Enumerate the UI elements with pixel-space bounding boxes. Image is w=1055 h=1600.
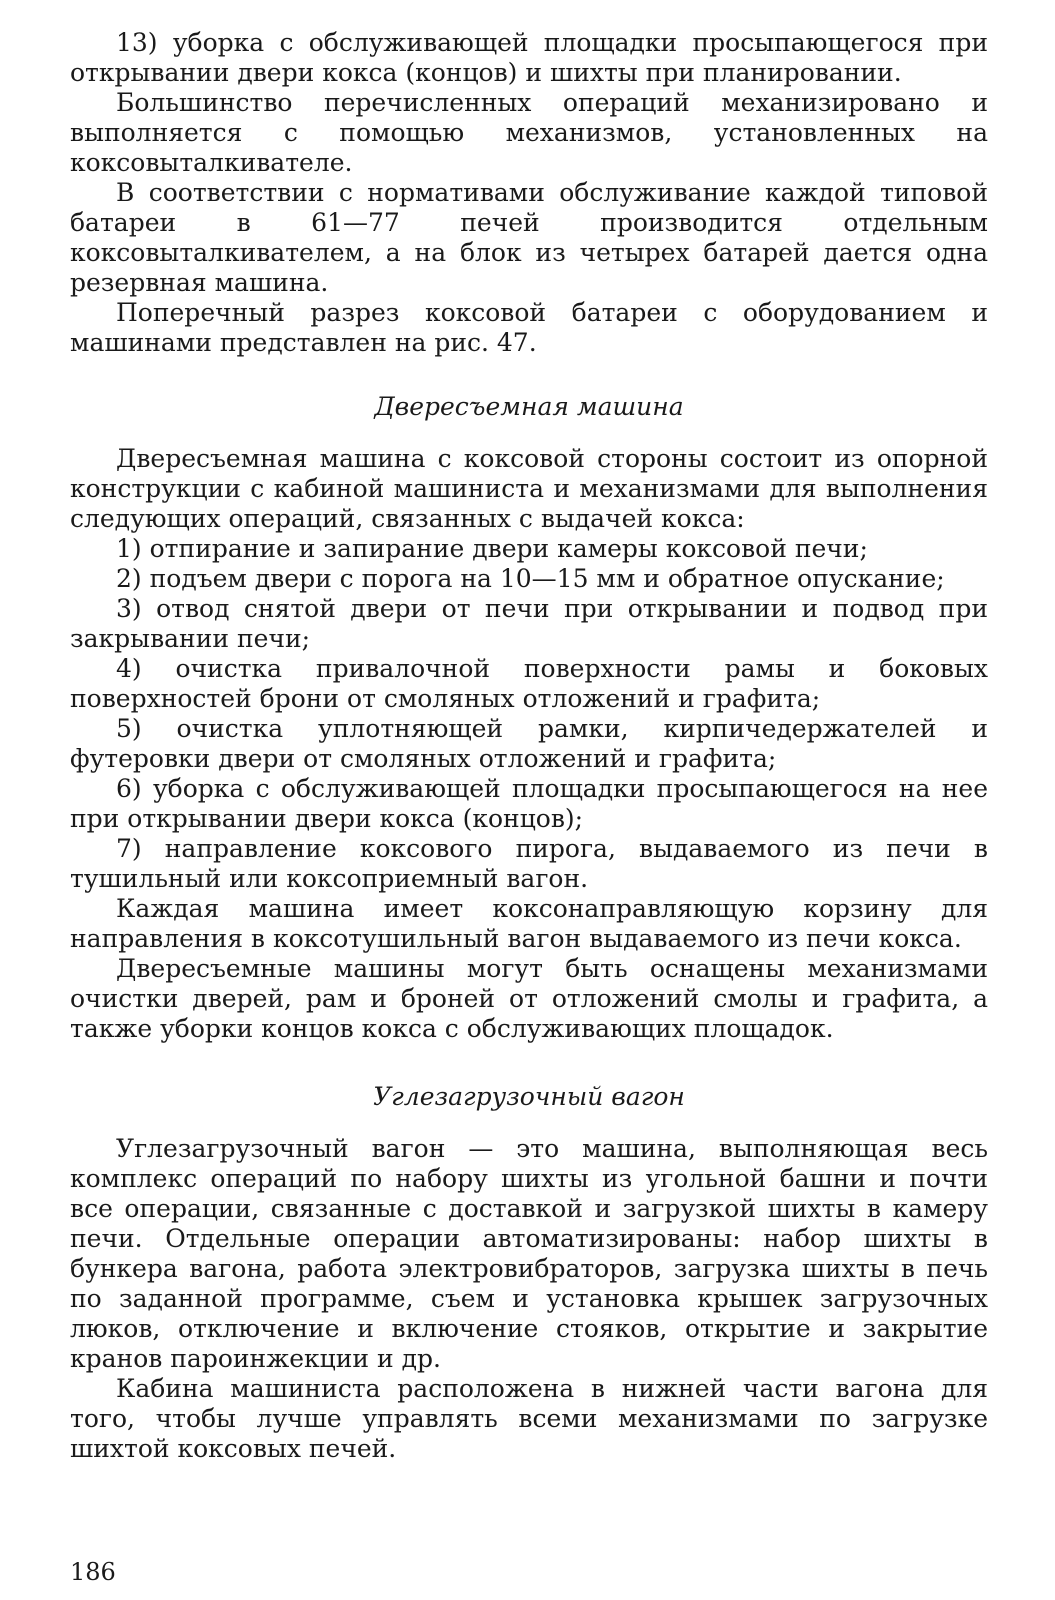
list-item-4: 4) очистка привалочной поверхности рамы и боковых поверхностей брони от смоляных отложений и графита; [70,654,988,713]
list-item-7: 7) направление коксового пирога, выдаваемого из печи в тушильный или коксоприемный вагон. [70,834,988,893]
section-heading-charging-car: Углезагрузочный вагон [373,1082,685,1111]
list-item-2: 2) подъем двери с порога на 10—15 мм и обратное опускание; [116,564,945,593]
paragraph-norms: В соответствии с нормативами обслуживание каждой типовой батареи в 61—77 печей производится отдельным коксовыталкивателем, а на блок из четырех батарей дается одна резервная машина. [70,178,988,297]
list-item-3: 3) отвод снятой двери от печи при открывании и подвод при закрывании печи; [70,594,988,653]
page-body [70,28,988,1464]
list-item-5: 5) очистка уплотняющей рамки, кирпичедержателей и футеровки двери от смоляных отложений и графита; [70,714,988,773]
list-item-1: 1) отпирание и запирание двери камеры коксовой печи; [116,534,868,563]
paragraph-mechanization: Большинство перечисленных операций механизировано и выполняется с помощью механизмов, установленных на коксовыталкивателе. [70,88,988,177]
paragraph-charging-car-intro: Углезагрузочный вагон — это машина, выполняющая весь комплекс операций по набору шихты из угольной башни и почти все операции, связанные с доставкой и загрузкой шихты в камеру печи. Отдельные операции автоматизированы: набор шихты в бункера вагона, работа электровибраторов, загрузка шихты в печь по заданной программе, съем и установка крышек загрузочных люков, отключение и включение стояков, открытие и закрытие кранов пароинжекции и др. [70,1134,988,1373]
paragraph-door-machine-intro: Двересъемная машина с коксовой стороны состоит из опорной конструкции с кабиной машиниста и механизмами для выполнения следующих операций, связанных с выдачей кокса: [70,444,988,533]
paragraph-item-13: 13) уборка с обслуживающей площадки просыпающегося при открывании двери кокса (концов) и шихты при планировании. [70,28,988,87]
paragraph-figure-reference: Поперечный разрез коксовой батареи с оборудованием и машинами представлен на рис. 47. [70,298,988,357]
list-item-6: 6) уборка с обслуживающей площадки просыпающегося на нее при открывании двери кокса (концов); [70,774,988,833]
paragraph-operator-cabin: Кабина машиниста расположена в нижней части вагона для того, чтобы лучше управлять всеми механизмами по загрузке шихтой коксовых печей. [70,1374,988,1463]
paragraph-cleaning-mechanisms: Двересъемные машины могут быть оснащены механизмами очистки дверей, рам и броней от отложений смолы и графита, а также уборки концов кокса с обслуживающих площадок. [70,954,988,1043]
paragraph-coke-basket: Каждая машина имеет коксонаправляющую корзину для направления в коксотушильный вагон выдаваемого из печи кокса. [70,894,988,953]
page-number: 186 [70,1558,116,1586]
section-heading-door-machine: Двересъемная машина [374,392,684,421]
